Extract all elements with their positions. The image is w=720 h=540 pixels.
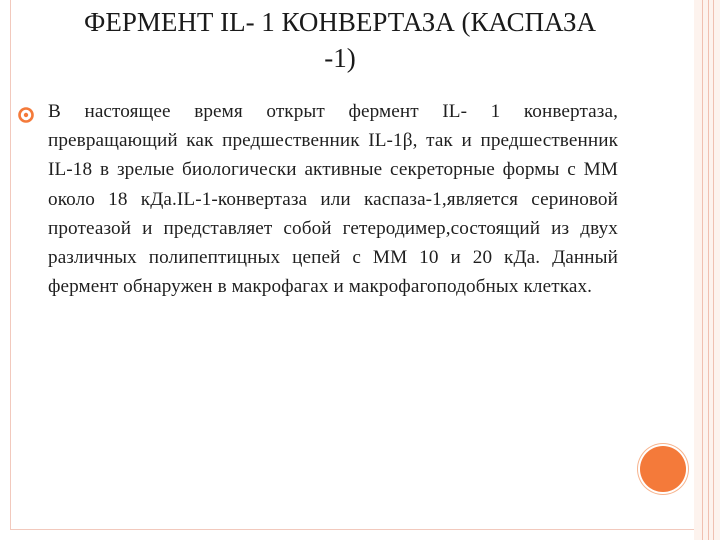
slide-title (40, 4, 640, 76)
title-line-1: ФЕРМЕНТ IL- 1 КОНВЕРТАЗА (КАСПАЗА (84, 7, 596, 37)
decorative-line (702, 0, 703, 540)
right-decorative-band (694, 0, 720, 540)
title-line-2: -1) (324, 43, 356, 73)
decorative-line (713, 0, 714, 540)
orange-circle-icon (640, 446, 686, 492)
body-paragraph: В настоящее время открыт фермент IL- 1 конвертаза, превращающий как предшественник IL-1β, так и предшественник IL-18 в зрелые биологически активные секреторные формы с ММ около 18 кДа.IL-1-конвертаза или каспаза-1,является сериновой протеазой и представляет собой гетеродимер,состоящий из двух различных полипептицных цепей с ММ 10 и 20 кДа. Данный фермент обнаружен в макрофагах и макрофагоподобных клетках. (48, 101, 618, 298)
decorative-line (708, 0, 709, 540)
